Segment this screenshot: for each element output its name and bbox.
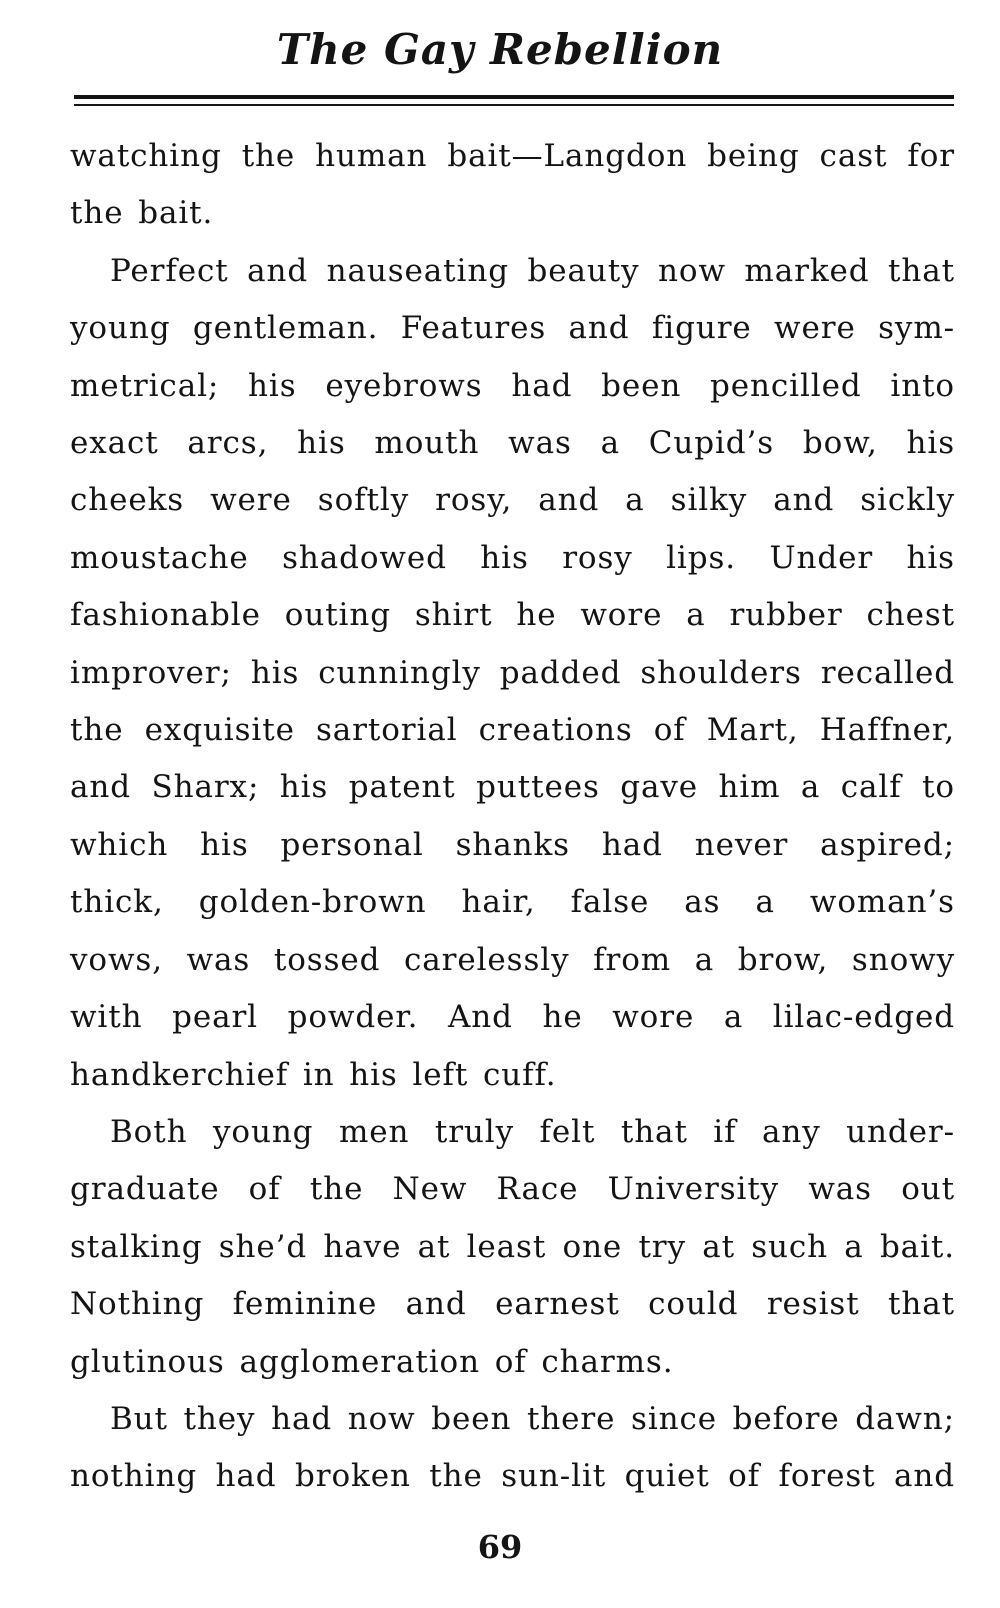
text-line: the bait. [70, 195, 214, 232]
text-line: metrical; his eyebrows had been pencilled into [70, 367, 955, 404]
text-line: thick, golden-brown hair, false as a woman’s [70, 884, 955, 921]
paragraph [70, 415, 955, 472]
paragraph [70, 1276, 955, 1333]
text-line: Nothing feminine and earnest could resist that [70, 1286, 955, 1323]
text-line: stalking she’d have at least one try at such a bait. [70, 1228, 955, 1265]
paragraph [70, 1391, 955, 1448]
text-line: with pearl powder. And he wore a lilac-edged [70, 999, 955, 1036]
paragraph [70, 1104, 955, 1161]
paragraph [70, 587, 955, 644]
text-line: cheeks were softly rosy, and a silky and sickly [70, 482, 955, 519]
text-line: But they had now been there since before dawn; [110, 1400, 955, 1437]
text-line: and Sharx; his patent puttees gave him a calf to [70, 769, 955, 806]
paragraph [70, 300, 955, 357]
text-line: nothing had broken the sun-lit quiet of forest and [70, 1458, 955, 1495]
text-line: improver; his cunningly padded shoulders recalled [70, 654, 955, 691]
paragraph [70, 874, 955, 931]
running-head: The Gay Rebellion [276, 25, 724, 74]
header-rule-thick [74, 95, 954, 99]
paragraph [70, 1161, 955, 1218]
text-line: moustache shadowed his rosy lips. Under his [70, 539, 955, 576]
header-rule-thin [74, 104, 954, 106]
paragraph [70, 472, 955, 529]
text-line: Both young men truly felt that if any under- [110, 1113, 955, 1150]
text-line: Perfect and nauseating beauty now marked that [110, 252, 955, 289]
page-number: 69 [477, 1528, 523, 1566]
paragraph-end-line [70, 1047, 955, 1104]
paragraph [70, 989, 955, 1046]
paragraph [70, 243, 955, 300]
paragraph [70, 358, 955, 415]
text-line: fashionable outing shirt he wore a rubber chest [70, 597, 955, 634]
paragraph-end-line [70, 1334, 955, 1391]
paragraph [70, 645, 955, 702]
text-line: watching the human bait—Langdon being cast for [70, 138, 955, 174]
text-line: handkerchief in his left cuff. [70, 1056, 557, 1093]
text-line: which his personal shanks had never aspired; [70, 826, 955, 863]
body-text [70, 128, 955, 1506]
paragraph [70, 759, 955, 816]
text-line: young gentleman. Features and figure were sym- [70, 310, 955, 347]
text-line: the exquisite sartorial creations of Mart, Haffner, [70, 712, 955, 749]
text-line: glutinous agglomeration of charms. [70, 1343, 674, 1380]
paragraph [70, 1448, 955, 1505]
text-line: vows, was tossed carelessly from a brow, snowy [70, 941, 955, 978]
paragraph [70, 932, 955, 989]
paragraph [70, 1219, 955, 1276]
text-line: graduate of the New Race University was out [70, 1171, 955, 1208]
text-line: exact arcs, his mouth was a Cupid’s bow, his [70, 425, 955, 462]
paragraph [70, 702, 955, 759]
paragraph [70, 128, 955, 185]
paragraph [70, 530, 955, 587]
paragraph [70, 817, 955, 874]
paragraph-end-line [70, 185, 955, 242]
